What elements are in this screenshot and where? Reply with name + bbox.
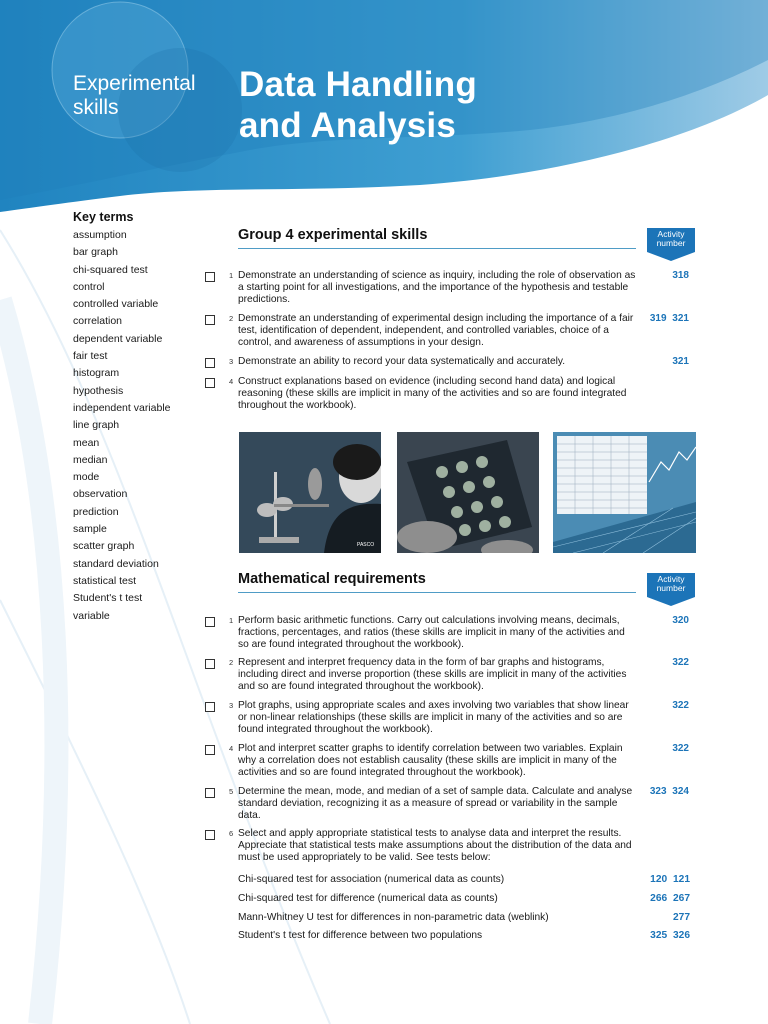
item-text: Demonstrate an ability to record your data systematically and accurately. xyxy=(238,356,566,367)
item-text: Demonstrate an understanding of experimental design including the importance of a fair test, identification of dependent, independent, and controlled variables, choice of a control, and awareness of assumptions in your design. xyxy=(238,313,634,349)
section-label-line2: skills xyxy=(73,96,119,119)
key-term: chi-squared test xyxy=(73,263,148,276)
item-text: Construct explanations based on evidence (including second hand data) and logical reasoning (these skills are implicit in many of the activities and so are found integrated throughout the workbook). xyxy=(238,376,627,412)
key-term: variable xyxy=(73,609,110,622)
statistical-test-row xyxy=(238,912,690,923)
key-term: histogram xyxy=(73,367,120,380)
checkbox[interactable] xyxy=(205,358,215,368)
section-label-line1: Experimental xyxy=(73,72,196,95)
checkbox[interactable] xyxy=(205,745,215,755)
item-number: 6 xyxy=(229,829,234,838)
item-number: 2 xyxy=(229,314,234,323)
item-number: 4 xyxy=(229,377,234,386)
item-text: Demonstrate an understanding of science as inquiry, including the role of observation as a starting point for all investigations, and the importance of the hypothesis and testable predictions. xyxy=(238,270,636,306)
checkbox[interactable] xyxy=(205,702,215,712)
key-term: independent variable xyxy=(73,401,171,414)
item-number: 3 xyxy=(229,701,234,710)
page-title-line2: and Analysis xyxy=(239,106,457,145)
photo-student-experiment xyxy=(239,432,381,553)
key-term: scatter graph xyxy=(73,540,135,553)
key-terms-list xyxy=(73,227,213,625)
photo-credit: PASCO xyxy=(357,542,375,548)
key-term: assumption xyxy=(73,229,127,241)
key-term: controlled variable xyxy=(73,298,159,311)
activity-number: 322 xyxy=(672,743,689,754)
activity-number: 120 121 xyxy=(650,874,690,885)
activity-number: 325 326 xyxy=(650,930,690,941)
activity-number: 319 321 xyxy=(649,313,689,324)
checkbox[interactable] xyxy=(205,315,215,325)
key-term: control xyxy=(73,280,105,293)
key-term: correlation xyxy=(73,315,123,328)
activity-number: 277 xyxy=(673,912,690,923)
checkbox[interactable] xyxy=(205,659,215,669)
item-number: 3 xyxy=(229,357,234,366)
photo-seedling-tray xyxy=(397,432,539,553)
statistical-test-row xyxy=(238,930,690,941)
badge-line1: Activity xyxy=(657,229,685,239)
item-text: Perform basic arithmetic functions. Carry out calculations involving means, decimals, fractions, percentages, and ratios (these skills are implicit in many of the activities and so are found integrated throughout the workbook). xyxy=(238,615,625,651)
key-term: sample xyxy=(73,523,107,536)
item-text: Select and apply appropriate statistical tests to analyse data and interpret the results. Appreciate that statistical tests make assumptions about the distribution of the data and must be used appropriately to be valid. See tests below: xyxy=(238,828,632,864)
badge-line1: Activity xyxy=(657,574,685,584)
section-rule xyxy=(238,592,636,593)
key-term: fair test xyxy=(73,350,108,363)
statistical-test-row xyxy=(238,893,690,904)
page-header xyxy=(0,0,768,215)
key-term: standard deviation xyxy=(73,557,159,570)
key-terms-sidebar xyxy=(73,210,213,625)
checkbox[interactable] xyxy=(205,272,215,282)
test-name: Chi-squared test for association (numerical data as counts) xyxy=(238,874,505,885)
item-number: 4 xyxy=(229,744,234,753)
key-term: Student's t test xyxy=(73,592,143,605)
checkbox[interactable] xyxy=(205,378,215,388)
activity-number-badge xyxy=(645,573,697,607)
key-term: prediction xyxy=(73,505,119,518)
page-title xyxy=(239,64,477,146)
checkbox[interactable] xyxy=(205,788,215,798)
test-name: Student's t test for difference between two populations xyxy=(238,930,483,941)
section-title: Mathematical requirements xyxy=(238,571,426,587)
activity-number: 320 xyxy=(672,615,689,626)
key-term: line graph xyxy=(73,419,120,432)
item-number: 1 xyxy=(229,271,234,280)
activity-number: 323 324 xyxy=(649,786,689,797)
page-title-line1: Data Handling xyxy=(239,65,477,104)
key-terms-heading: Key terms xyxy=(73,210,134,224)
key-term: bar graph xyxy=(73,246,118,259)
item-number: 1 xyxy=(229,616,234,625)
test-name: Chi-squared test for difference (numerical data as counts) xyxy=(238,893,498,904)
section-heading-experimental-skills xyxy=(238,227,638,243)
item-number: 2 xyxy=(229,658,234,667)
item-text: Plot and interpret scatter graphs to identify correlation between two variables. Explain why a correlation does not establish causality (these skills are implicit in many of the activities and so are found integrated throughout the workbook). xyxy=(238,743,623,779)
item-text: Determine the mean, mode, and median of a set of sample data. Calculate and analyse standard deviation, recognizing it as a measure of spread or variability in the sample data. xyxy=(238,786,633,822)
key-term: median xyxy=(73,453,108,466)
checkbox[interactable] xyxy=(205,830,215,840)
section-label xyxy=(73,72,196,120)
statistical-test-row xyxy=(238,874,690,885)
key-term: mode xyxy=(73,471,100,484)
activity-number: 266 267 xyxy=(650,893,690,904)
key-term: mean xyxy=(73,436,100,449)
key-term: dependent variable xyxy=(73,332,163,345)
badge-line2: number xyxy=(656,583,686,593)
activity-number-badge xyxy=(645,228,697,262)
key-term: hypothesis xyxy=(73,384,124,397)
activity-number: 322 xyxy=(672,700,689,711)
section-rule xyxy=(238,248,636,249)
item-text: Represent and interpret frequency data in the form of bar graphs and histograms, including direct and inverse proportion (these skills are implicit in many of the activities and so are found integrated throughout the workbook). xyxy=(238,657,627,693)
item-text: Plot graphs, using appropriate scales and axes involving two variables that show linear or non-linear relationships (these skills are implicit in many of the activities and so are found integrated throughout the workbook). xyxy=(238,700,629,736)
section-title: Group 4 experimental skills xyxy=(238,227,428,243)
activity-number: 318 xyxy=(672,270,689,281)
test-name: Mann-Whitney U test for differences in non-parametric data (weblink) xyxy=(238,912,549,923)
key-term: observation xyxy=(73,488,128,501)
badge-line2: number xyxy=(656,238,686,248)
photo-spreadsheet-graph xyxy=(553,432,696,553)
item-number: 5 xyxy=(229,787,234,796)
checkbox[interactable] xyxy=(205,617,215,627)
activity-number: 321 xyxy=(672,356,689,367)
section-heading-mathematical-requirements xyxy=(238,571,638,587)
activity-number: 322 xyxy=(672,657,689,668)
key-term: statistical test xyxy=(73,574,137,587)
